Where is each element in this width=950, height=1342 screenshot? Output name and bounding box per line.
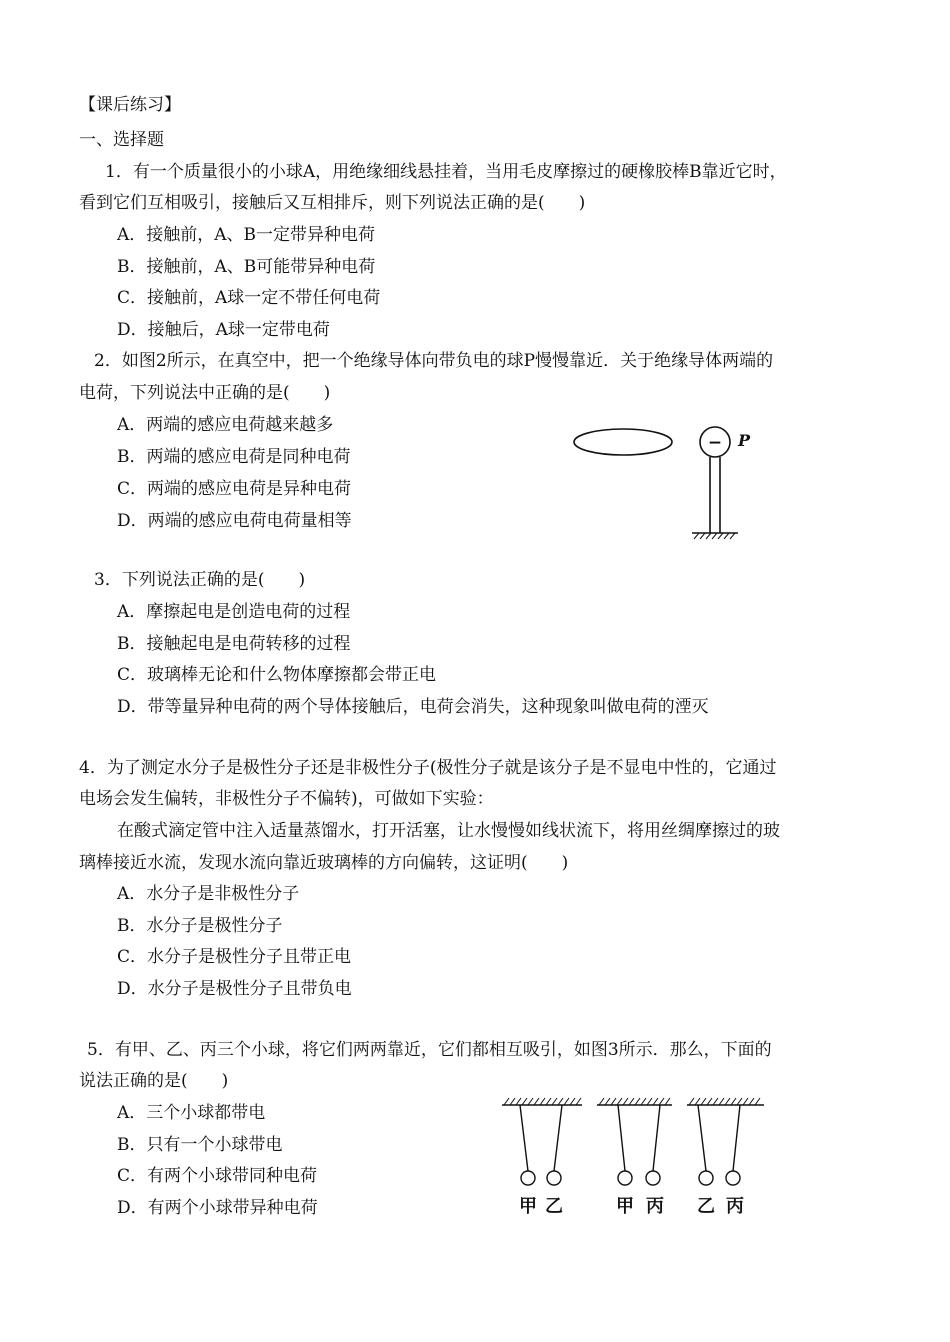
section-title: 一、选择题	[79, 130, 164, 150]
question-4-option-c: C．水分子是极性分子且带正电	[117, 947, 352, 967]
figure-2-diagram	[570, 420, 760, 545]
question-1-option-a: A．接触前，A、B一定带异种电荷	[117, 225, 376, 245]
section-header: 【课后练习】	[79, 95, 181, 115]
question-1-option-c: C．接触前，A球一定不带任何电荷	[117, 288, 381, 308]
pendulum-pair-yi-bing	[687, 1098, 764, 1217]
question-4-experiment-text-cont: 璃棒接近水流，发现水流向靠近玻璃棒的方向偏转，这证明( )	[79, 853, 569, 873]
question-2-option-a: A．两端的感应电荷越来越多	[117, 415, 334, 435]
question-2-option-c: C．两端的感应电荷是异种电荷	[117, 479, 352, 499]
question-5-option-d: D．有两个小球带异种电荷	[117, 1198, 318, 1218]
question-2-option-b: B．两端的感应电荷是同种电荷	[117, 447, 351, 467]
question-1-text: 1．有一个质量很小的小球A，用绝缘细线悬挂着，当用毛皮摩擦过的硬橡胶棒B靠近它时，	[105, 162, 787, 182]
question-5-text: 5．有甲、乙、丙三个小球，将它们两两靠近，它们都相互吸引，如图3所示．那么，下面的	[87, 1040, 772, 1060]
question-3-option-d: D．带等量异种电荷的两个导体接触后，电荷会消失，这种现象叫做电荷的湮灭	[117, 697, 709, 717]
label-bing-3: 丙	[726, 1196, 744, 1217]
question-3-option-a: A．摩擦起电是创造电荷的过程	[117, 602, 351, 622]
label-yi-3: 乙	[697, 1196, 715, 1217]
question-5-option-a: A．三个小球都带电	[117, 1103, 266, 1123]
question-2-text: 2．如图2所示，在真空中，把一个绝缘导体向带负电的球P慢慢靠近．关于绝缘导体两端的	[94, 351, 774, 371]
question-4-option-b: B．水分子是极性分子	[117, 916, 283, 936]
label-jia-2: 甲	[616, 1196, 634, 1217]
question-1-option-d: D．接触后，A球一定带电荷	[117, 320, 330, 340]
question-2-text-cont: 电荷，下列说法中正确的是( )	[79, 383, 331, 403]
figure-3-diagram	[500, 1095, 770, 1225]
insulated-conductor	[574, 429, 672, 455]
label-yi-1: 乙	[545, 1196, 563, 1217]
question-4-text-cont: 电场会发生偏转，非极性分子不偏转)，可做如下实验：	[79, 789, 494, 809]
question-4-text: 4．为了测定水分子是极性分子还是非极性分子(极性分子就是该分子是不显电中性的，它通过	[79, 758, 777, 778]
ground-hatching	[694, 533, 735, 539]
pendulum-pair-jia-yi	[502, 1098, 582, 1217]
question-1-text-cont: 看到它们互相吸引，接触后又互相排斥，则下列说法正确的是( )	[79, 193, 586, 213]
question-3-option-c: C．玻璃棒无论和什么物体摩擦都会带正电	[117, 665, 437, 685]
question-4-option-d: D．水分子是极性分子且带负电	[117, 979, 352, 999]
question-4-experiment-text: 在酸式滴定管中注入适量蒸馏水，打开活塞，让水慢慢如线状流下，将用丝绸摩擦过的玻	[117, 821, 780, 841]
pendulum-pair-jia-bing	[597, 1098, 672, 1217]
question-5-option-b: B．只有一个小球带电	[117, 1135, 283, 1155]
question-2-option-d: D．两端的感应电荷电荷量相等	[117, 511, 352, 531]
question-5-text-cont: 说法正确的是( )	[79, 1071, 229, 1091]
question-3-option-b: B．接触起电是电荷转移的过程	[117, 634, 351, 654]
label-jia-1: 甲	[519, 1196, 537, 1217]
ball-sign-label: −	[707, 433, 723, 453]
label-bing-2: 丙	[646, 1196, 664, 1217]
ball-p-label: P	[738, 431, 751, 450]
question-1-option-b: B．接触前，A、B可能带异种电荷	[117, 257, 376, 277]
question-5-option-c: C．有两个小球带同种电荷	[117, 1166, 318, 1186]
question-3-text: 3．下列说法正确的是( )	[94, 570, 306, 590]
question-4-option-a: A．水分子是非极性分子	[117, 884, 300, 904]
